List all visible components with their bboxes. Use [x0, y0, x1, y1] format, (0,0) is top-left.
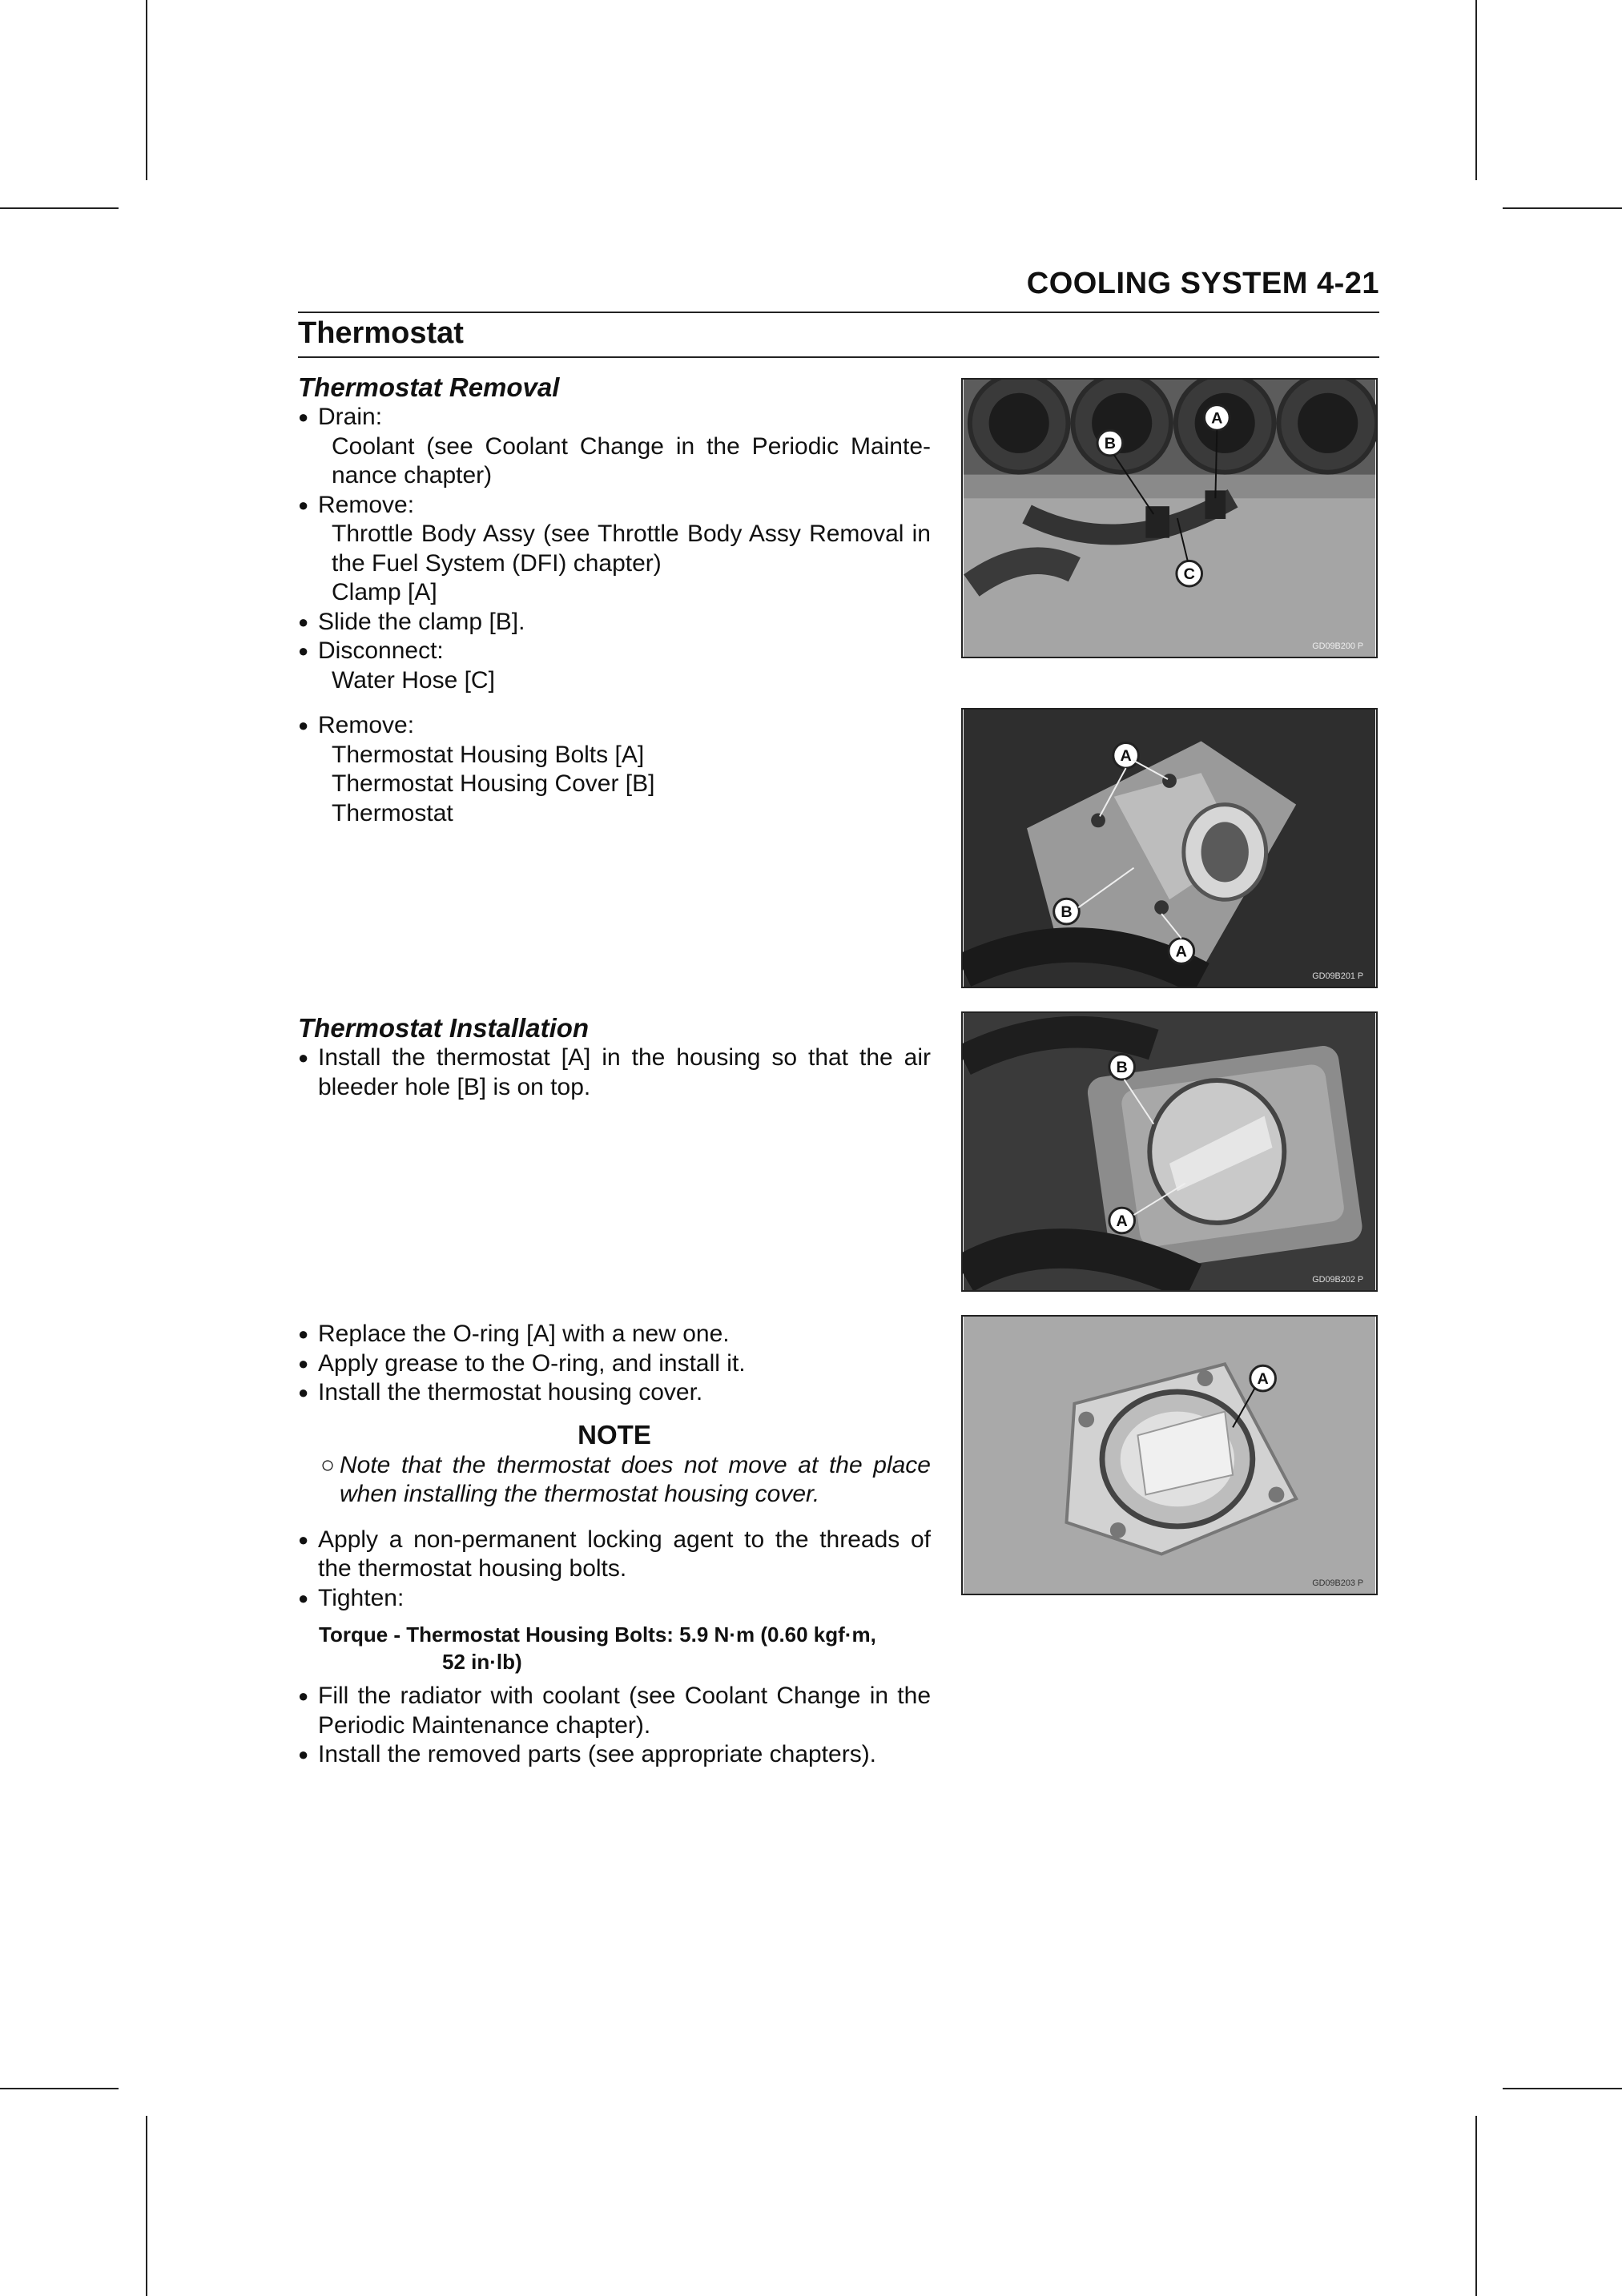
- indented-item: Water Hose [C]: [332, 666, 495, 694]
- bullet-item: ● Remove:: [298, 711, 931, 741]
- bullet-item: ● Drain:: [298, 403, 931, 432]
- callout-label: B: [1116, 1059, 1128, 1077]
- crop-mark: [1503, 2088, 1622, 2089]
- installation-steps-2: [298, 1320, 931, 1770]
- callout-label: A: [1175, 943, 1187, 961]
- section-rule: [298, 356, 1379, 358]
- figure-code: GD09B200 P: [1312, 641, 1364, 652]
- indented-item: Clamp [A]: [332, 579, 437, 605]
- bullet-item: ● Tighten:: [298, 1584, 931, 1614]
- callout-label: A: [1120, 747, 1132, 766]
- figure-code: GD09B201 P: [1312, 971, 1364, 982]
- callout-label: B: [1104, 435, 1116, 453]
- bullet-item: ● Fill the radiator with coolant (see Coolant Change in the Periodic Maintenance chapter).: [298, 1682, 931, 1740]
- page-header-title: COOLING SYSTEM 4-21: [1026, 267, 1379, 300]
- bullet-item: ● Slide the clamp [B].: [298, 608, 931, 637]
- crop-mark: [146, 2116, 147, 2296]
- engine-photo-illustration: [963, 710, 1376, 987]
- indented-item: Coolant (see Coolant Change in the Periodic Mainte-nance chapter): [332, 432, 931, 489]
- torque-line: 52 in·lb): [442, 1650, 522, 1674]
- torque-line: Torque - Thermostat Housing Bolts: 5.9 N·m (0.60 kgf·m,: [319, 1622, 876, 1647]
- indented-item: Thermostat Housing Cover [B]: [332, 770, 655, 797]
- crop-mark: [0, 2088, 119, 2089]
- callout-label: A: [1211, 409, 1223, 428]
- subsection-heading: Thermostat Installation: [298, 1013, 590, 1043]
- figure-throttle-area-photo: [961, 378, 1378, 658]
- engine-photo-illustration: [963, 380, 1376, 657]
- bullet-item: ● Replace the O-ring [A] with a new one.: [298, 1320, 931, 1349]
- crop-mark: [1475, 2116, 1477, 2296]
- callout-label: A: [1257, 1370, 1269, 1389]
- bullet-item: ● Install the removed parts (see appropriate chapters).: [298, 1740, 931, 1770]
- note-heading: NOTE: [578, 1419, 651, 1450]
- installation-steps: [298, 1013, 931, 1102]
- housing-cover-illustration: [963, 1317, 1376, 1594]
- note-circle-icon: ○: [320, 1451, 336, 1478]
- callout-label: A: [1116, 1212, 1128, 1230]
- crop-mark: [1503, 207, 1622, 209]
- removal-steps: [298, 372, 931, 695]
- engine-photo-illustration: [963, 1013, 1376, 1290]
- crop-mark: [1475, 0, 1477, 180]
- bullet-item: ● Install the thermostat housing cover.: [298, 1378, 931, 1408]
- bullet-item: ● Apply grease to the O-ring, and install it.: [298, 1349, 931, 1379]
- bullet-item: ● Disconnect:: [298, 637, 931, 666]
- removal-steps-2: [298, 711, 931, 828]
- section-title: Thermostat: [298, 316, 464, 350]
- figure-housing-cover-photo: [961, 1315, 1378, 1595]
- indented-item: Thermostat: [332, 799, 453, 826]
- figure-housing-bolts-photo: [961, 708, 1378, 988]
- callout-label: C: [1183, 565, 1195, 584]
- torque-spec: [298, 1621, 931, 1675]
- header-rule: [298, 312, 1379, 313]
- subsection-heading: Thermostat Removal: [298, 372, 560, 402]
- indented-item: Thermostat Housing Bolts [A]: [332, 741, 645, 768]
- note-text: [298, 1451, 931, 1510]
- figure-code: GD09B203 P: [1312, 1578, 1364, 1589]
- callout-label: B: [1061, 903, 1073, 922]
- crop-mark: [146, 0, 147, 180]
- figure-thermostat-photo: [961, 1011, 1378, 1292]
- crop-mark: [0, 207, 119, 209]
- note-body-text: Note that the thermostat does not move at the place when installing the thermostat housing cover.: [340, 1451, 931, 1507]
- bullet-item: ● Install the thermostat [A] in the housing so that the air bleeder hole [B] is on top.: [298, 1043, 931, 1102]
- bullet-item: ● Remove:: [298, 491, 931, 521]
- indented-item: Throttle Body Assy (see Throttle Body Assy Removal in the Fuel System (DFI) chapter): [332, 521, 931, 577]
- bullet-item: ● Apply a non-permanent locking agent to the threads of the thermostat housing bolts.: [298, 1526, 931, 1584]
- figure-code: GD09B202 P: [1312, 1275, 1364, 1285]
